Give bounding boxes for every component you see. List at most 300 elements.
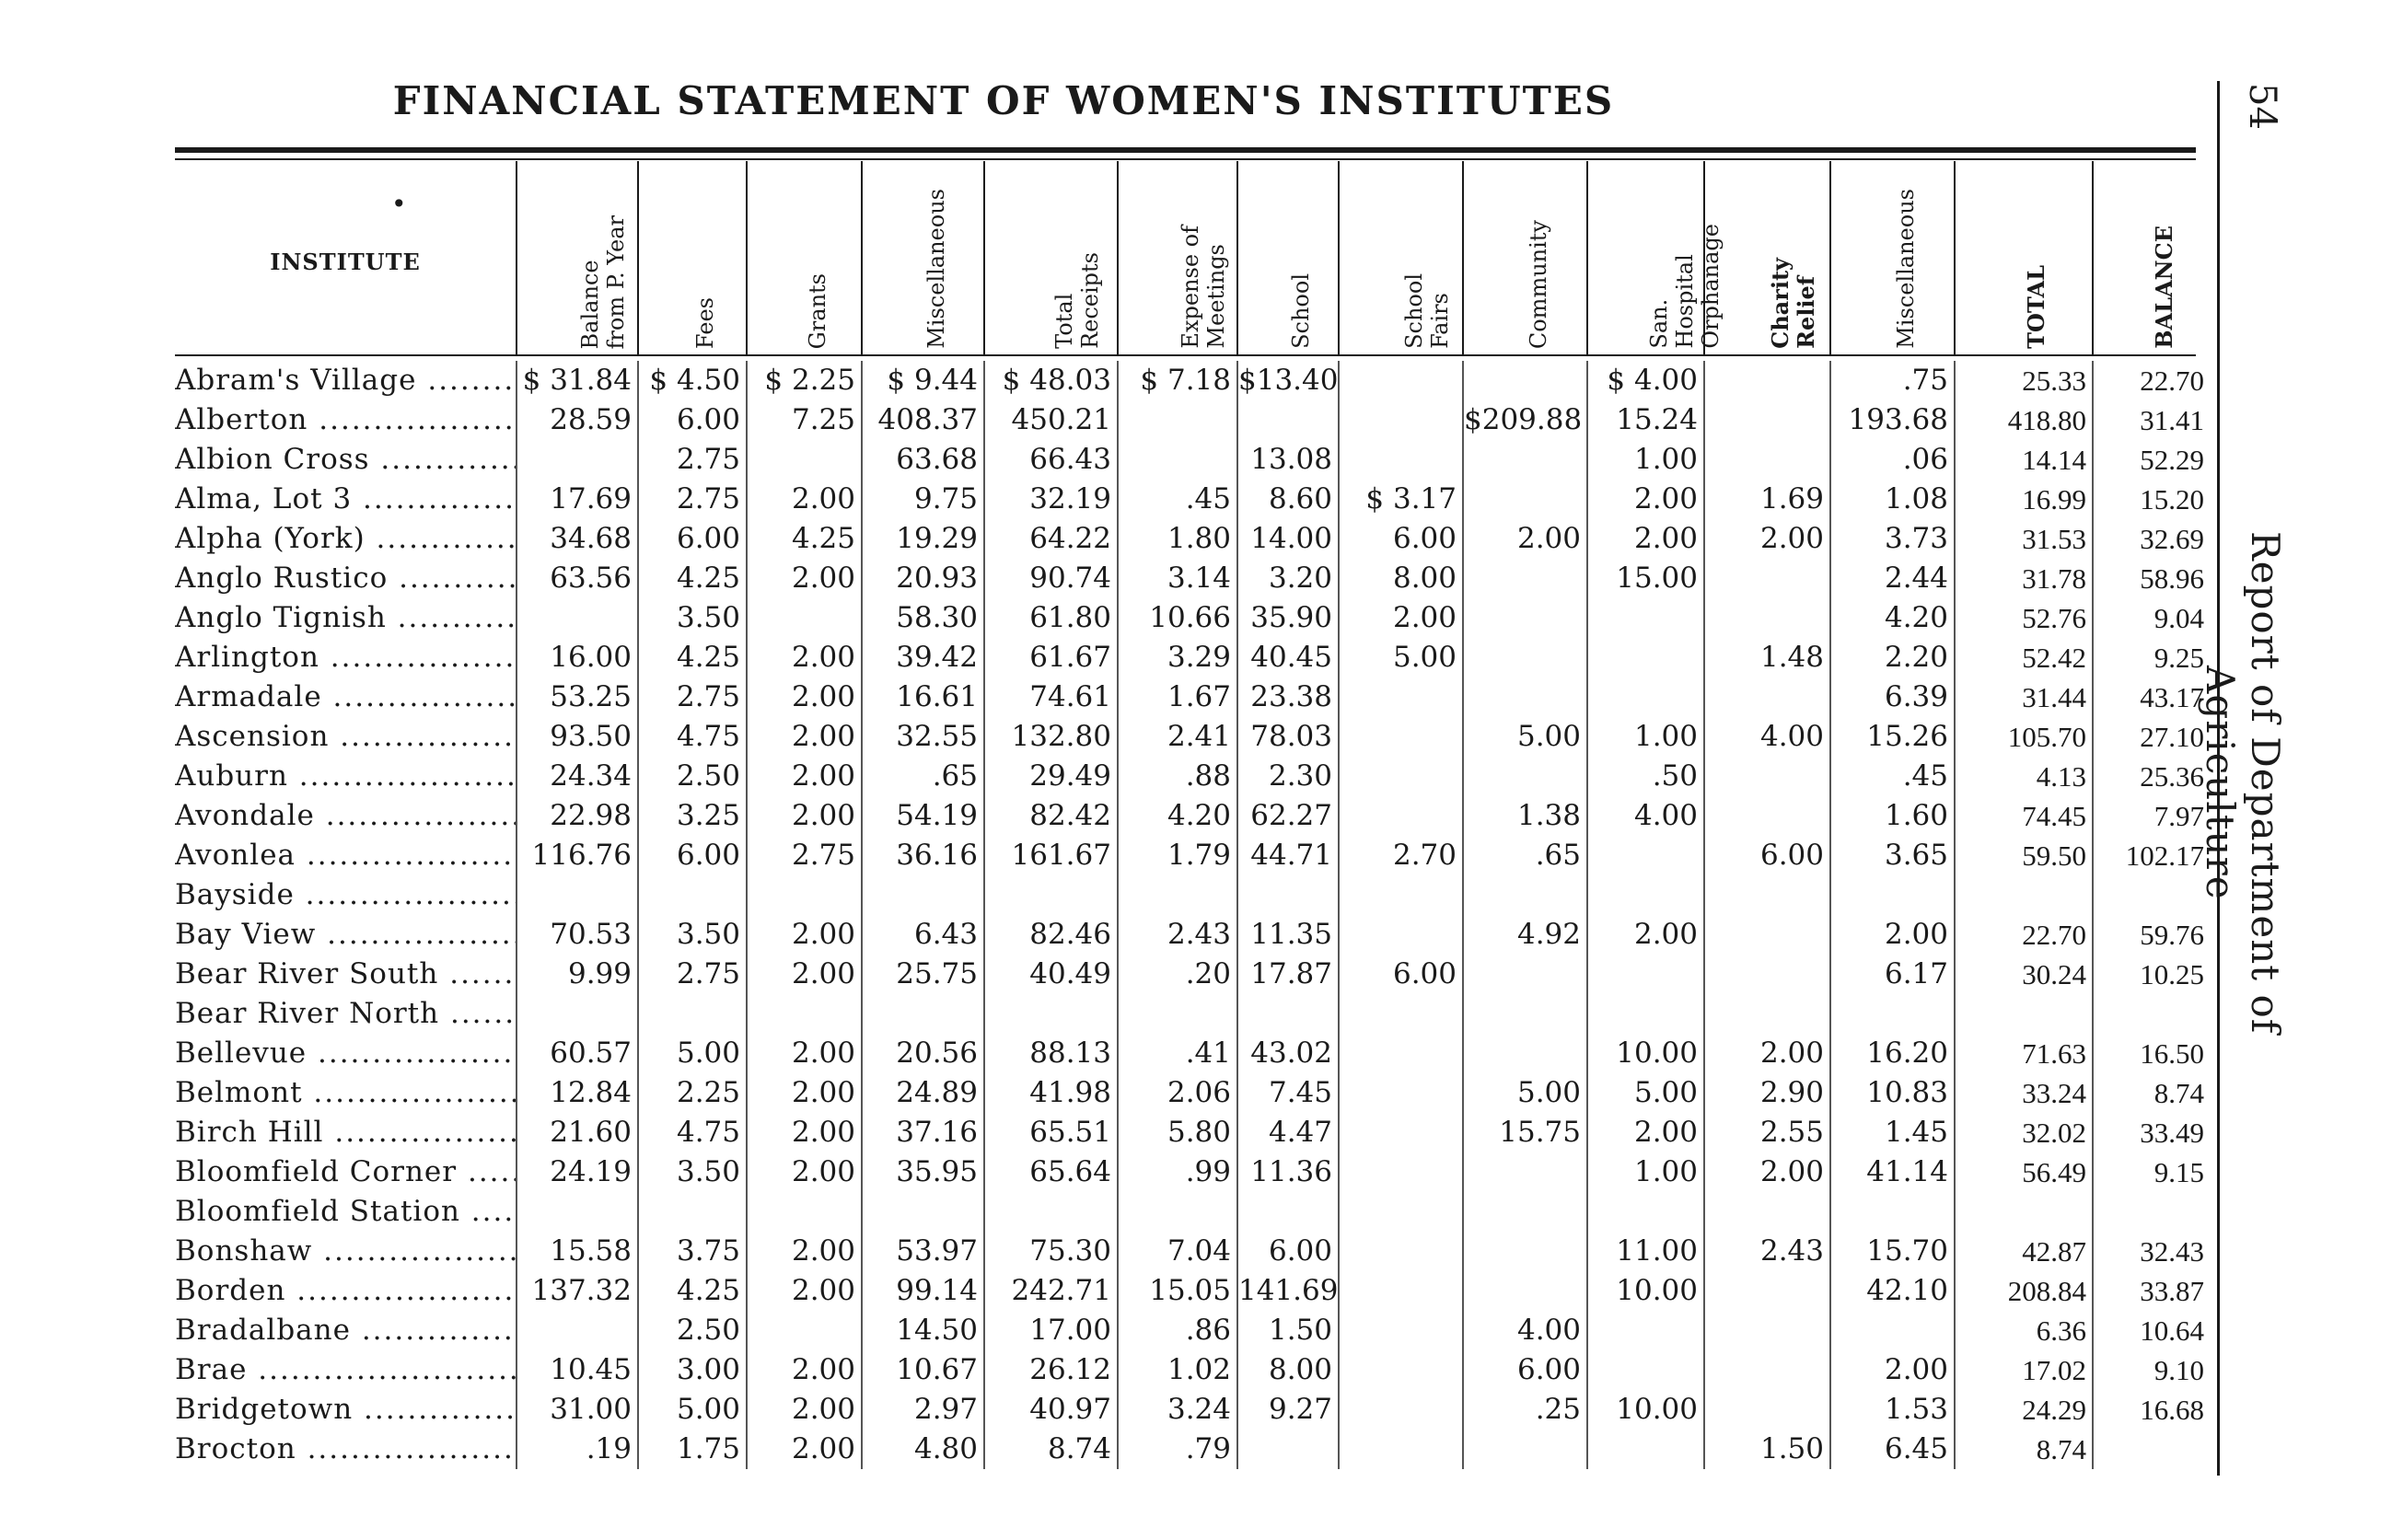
misc-expend-cell [1829,1311,1954,1350]
total-cell: 31.78 [1954,559,2092,598]
bullet-mark: • [391,189,407,219]
column-header-balance: BALANCE [2092,161,2210,354]
charity-relief-cell: 2.00 [1703,1152,1829,1192]
total-receipts-cell: 26.12 [983,1350,1117,1390]
misc-expend-cell: 41.14 [1829,1152,1954,1192]
san-hospital-cell [1586,836,1703,875]
grants-cell: 2.00 [746,757,861,796]
fees-cell [637,994,746,1034]
fees-cell: 4.25 [637,638,746,677]
header-rule-thin [175,158,2196,160]
grants-cell: 2.00 [746,1113,861,1152]
balance-cell [2092,1192,2210,1232]
balance-cell: 25.36 [2092,757,2210,796]
column-header-total-receipts: Total Receipts [983,161,1117,354]
balance-cell [2092,994,2210,1034]
balance-cell: 58.96 [2092,559,2210,598]
expense-meetings-cell [1117,994,1236,1034]
community-cell [1462,757,1586,796]
grants-cell: 2.00 [746,796,861,836]
fees-cell: 4.25 [637,559,746,598]
total-cell: 56.49 [1954,1152,2092,1192]
institute-name: Alpha (York) ..... [175,519,516,559]
expense-meetings-cell: 10.66 [1117,598,1236,638]
balance-prev-cell: 17.69 [516,480,637,519]
total-cell: 17.02 [1954,1350,2092,1390]
running-side-title: Report of Department of Agriculture [2198,530,2288,1035]
fees-cell: 6.00 [637,519,746,559]
balance-prev-cell: 63.56 [516,559,637,598]
fees-cell: 2.75 [637,955,746,994]
school-cell: 2.30 [1236,757,1338,796]
school-cell: 14.00 [1236,519,1338,559]
san-hospital-cell [1586,677,1703,717]
balance-cell: 9.04 [2092,598,2210,638]
total-receipts-cell [983,875,1117,915]
charity-relief-cell [1703,796,1829,836]
balance-cell: 31.41 [2092,400,2210,440]
school-fairs-cell [1338,1311,1462,1350]
school-fairs-cell [1338,1034,1462,1073]
grants-cell: 2.00 [746,1271,861,1311]
total-cell: 16.99 [1954,480,2092,519]
balance-prev-cell: 137.32 [516,1271,637,1311]
school-fairs-cell [1338,1390,1462,1430]
community-cell [1462,1271,1586,1311]
balance-prev-cell [516,994,637,1034]
school-fairs-cell: 6.00 [1338,955,1462,994]
balance-cell: 9.25 [2092,638,2210,677]
fees-cell: 6.00 [637,836,746,875]
grants-cell: 2.00 [746,1430,861,1469]
misc-receipts-cell [861,994,983,1034]
school-cell: 8.00 [1236,1350,1338,1390]
institute-name: Bay View ..... [175,915,516,955]
balance-cell: 102.17 [2092,836,2210,875]
total-receipts-cell: 450.21 [983,400,1117,440]
school-fairs-cell [1338,361,1462,400]
fees-cell: 1.75 [637,1430,746,1469]
san-hospital-cell: 2.00 [1586,1113,1703,1152]
misc-receipts-cell: 35.95 [861,1152,983,1192]
column-header-institute-label: INSTITUTE [270,249,421,275]
balance-prev-cell: .19 [516,1430,637,1469]
grants-cell: 2.00 [746,559,861,598]
balance-cell: 9.15 [2092,1152,2210,1192]
institute-name: Avonlea ..... [175,836,516,875]
grants-cell [746,875,861,915]
misc-receipts-cell: 32.55 [861,717,983,757]
school-fairs-cell [1338,717,1462,757]
fees-cell: 4.25 [637,1271,746,1311]
misc-expend-cell: 193.68 [1829,400,1954,440]
institute-name: Armadale ..... [175,677,516,717]
expense-meetings-cell: .41 [1117,1034,1236,1073]
san-hospital-cell [1586,994,1703,1034]
school-cell [1236,1192,1338,1232]
school-fairs-cell: 8.00 [1338,559,1462,598]
grants-cell [746,598,861,638]
page-title: FINANCIAL STATEMENT OF WOMEN'S INSTITUTES [392,78,1615,123]
institute-name: Avondale ..... [175,796,516,836]
expense-meetings-cell: 7.04 [1117,1232,1236,1271]
misc-expend-cell: 2.20 [1829,638,1954,677]
misc-expend-cell: 10.83 [1829,1073,1954,1113]
school-fairs-cell: 6.00 [1338,519,1462,559]
institute-name: Borden ..... [175,1271,516,1311]
misc-expend-cell: 1.08 [1829,480,1954,519]
community-cell: .25 [1462,1390,1586,1430]
fees-cell: 3.50 [637,598,746,638]
column-header-charity-relief: Charity Relief [1703,161,1829,354]
expense-meetings-cell [1117,400,1236,440]
column-header-community: Community [1462,161,1586,354]
total-receipts-cell: 61.80 [983,598,1117,638]
grants-cell: 2.00 [746,1152,861,1192]
fees-cell: 2.75 [637,480,746,519]
charity-relief-cell: 1.69 [1703,480,1829,519]
expense-meetings-cell: 2.43 [1117,915,1236,955]
expense-meetings-cell [1117,1192,1236,1232]
school-cell [1236,400,1338,440]
school-fairs-cell [1338,994,1462,1034]
misc-receipts-cell: 54.19 [861,796,983,836]
school-fairs-cell: 2.00 [1338,598,1462,638]
balance-cell: 32.69 [2092,519,2210,559]
school-cell: 3.20 [1236,559,1338,598]
total-cell: 71.63 [1954,1034,2092,1073]
san-hospital-cell: 10.00 [1586,1390,1703,1430]
misc-expend-cell: 16.20 [1829,1034,1954,1073]
charity-relief-cell: 1.50 [1703,1430,1829,1469]
total-receipts-cell: 242.71 [983,1271,1117,1311]
misc-receipts-cell: 25.75 [861,955,983,994]
balance-prev-cell: 60.57 [516,1034,637,1073]
misc-expend-cell: 3.73 [1829,519,1954,559]
balance-prev-cell: 93.50 [516,717,637,757]
charity-relief-cell: 2.00 [1703,519,1829,559]
grants-cell: 2.00 [746,915,861,955]
charity-relief-cell [1703,994,1829,1034]
total-receipts-cell: 75.30 [983,1232,1117,1271]
charity-relief-cell: 2.90 [1703,1073,1829,1113]
misc-receipts-cell: 99.14 [861,1271,983,1311]
school-cell: 62.27 [1236,796,1338,836]
institute-name: Bonshaw ..... [175,1232,516,1271]
expense-meetings-cell: .79 [1117,1430,1236,1469]
expense-meetings-cell: 3.24 [1117,1390,1236,1430]
expense-meetings-cell: 15.05 [1117,1271,1236,1311]
community-cell [1462,677,1586,717]
san-hospital-cell: 2.00 [1586,519,1703,559]
school-fairs-cell [1338,1271,1462,1311]
institute-name: Brae ..... [175,1350,516,1390]
san-hospital-cell: 4.00 [1586,796,1703,836]
balance-prev-cell: 28.59 [516,400,637,440]
community-cell [1462,559,1586,598]
misc-receipts-cell: .65 [861,757,983,796]
fees-cell: 5.00 [637,1034,746,1073]
expense-meetings-cell: $ 7.18 [1117,361,1236,400]
fees-cell: 2.50 [637,757,746,796]
institute-name: Birch Hill ..... [175,1113,516,1152]
san-hospital-cell: 10.00 [1586,1034,1703,1073]
institute-name: Belmont ..... [175,1073,516,1113]
school-fairs-cell [1338,440,1462,480]
total-receipts-cell: $ 48.03 [983,361,1117,400]
school-cell: 23.38 [1236,677,1338,717]
charity-relief-cell: 2.43 [1703,1232,1829,1271]
institute-name: Anglo Rustico ..... [175,559,516,598]
total-receipts-cell: 82.46 [983,915,1117,955]
fees-cell: 2.50 [637,1311,746,1350]
school-fairs-cell [1338,1430,1462,1469]
misc-receipts-cell: 39.42 [861,638,983,677]
expense-meetings-cell: 1.80 [1117,519,1236,559]
misc-receipts-cell: 20.56 [861,1034,983,1073]
misc-receipts-cell: 53.97 [861,1232,983,1271]
balance-prev-cell: $ 31.84 [516,361,637,400]
expense-meetings-cell: 5.80 [1117,1113,1236,1152]
misc-receipts-cell [861,875,983,915]
charity-relief-cell [1703,1390,1829,1430]
misc-receipts-cell: 9.75 [861,480,983,519]
school-fairs-cell [1338,1192,1462,1232]
misc-expend-cell: .45 [1829,757,1954,796]
grants-cell: 2.00 [746,677,861,717]
misc-receipts-cell: 19.29 [861,519,983,559]
fees-cell [637,875,746,915]
school-cell: 9.27 [1236,1390,1338,1430]
community-cell [1462,638,1586,677]
expense-meetings-cell: .45 [1117,480,1236,519]
expense-meetings-cell [1117,440,1236,480]
misc-expend-cell: 6.17 [1829,955,1954,994]
balance-cell: 16.50 [2092,1034,2210,1073]
misc-receipts-cell: 4.80 [861,1430,983,1469]
grants-cell: 2.75 [746,836,861,875]
misc-expend-cell: 15.70 [1829,1232,1954,1271]
community-cell [1462,1430,1586,1469]
school-cell: 35.90 [1236,598,1338,638]
balance-prev-cell: 24.19 [516,1152,637,1192]
institute-name: Bear River North ..... [175,994,516,1034]
san-hospital-cell [1586,1192,1703,1232]
balance-cell: 22.70 [2092,361,2210,400]
institute-name: Alma, Lot 3 ..... [175,480,516,519]
misc-expend-cell: .06 [1829,440,1954,480]
community-cell: 15.75 [1462,1113,1586,1152]
grants-cell: 7.25 [746,400,861,440]
column-header-misc-expend: Miscellaneous [1829,161,1954,354]
balance-prev-cell: 9.99 [516,955,637,994]
san-hospital-cell: 1.00 [1586,440,1703,480]
san-hospital-cell [1586,638,1703,677]
grants-cell [746,1192,861,1232]
misc-expend-cell: 3.65 [1829,836,1954,875]
total-receipts-cell: 88.13 [983,1034,1117,1073]
fees-cell: 3.75 [637,1232,746,1271]
school-fairs-cell [1338,796,1462,836]
fees-cell: 3.50 [637,915,746,955]
institute-name: Albion Cross ..... [175,440,516,480]
column-header-institute [175,161,516,354]
misc-expend-cell: 2.00 [1829,1350,1954,1390]
community-cell: 5.00 [1462,1073,1586,1113]
institute-name: Bradalbane ..... [175,1311,516,1350]
column-header-grants: Grants [746,161,861,354]
balance-cell: 16.68 [2092,1390,2210,1430]
expense-meetings-cell: 1.67 [1117,677,1236,717]
charity-relief-cell [1703,1192,1829,1232]
school-cell: 6.00 [1236,1232,1338,1271]
total-cell: 74.45 [1954,796,2092,836]
balance-prev-cell: 15.58 [516,1232,637,1271]
total-receipts-cell: 17.00 [983,1311,1117,1350]
san-hospital-cell: 15.00 [1586,559,1703,598]
balance-prev-cell [516,598,637,638]
total-cell: 59.50 [1954,836,2092,875]
san-hospital-cell: 10.00 [1586,1271,1703,1311]
balance-prev-cell: 31.00 [516,1390,637,1430]
fees-cell: 2.75 [637,440,746,480]
charity-relief-cell: 2.55 [1703,1113,1829,1152]
total-receipts-cell: 61.67 [983,638,1117,677]
balance-cell: 33.87 [2092,1271,2210,1311]
balance-cell [2092,875,2210,915]
misc-receipts-cell: 36.16 [861,836,983,875]
grants-cell: $ 2.25 [746,361,861,400]
total-cell: 42.87 [1954,1232,2092,1271]
fees-cell: 2.25 [637,1073,746,1113]
san-hospital-cell [1586,1311,1703,1350]
total-cell [1954,1192,2092,1232]
total-cell: 52.76 [1954,598,2092,638]
page-number: 54 [2241,83,2283,130]
school-fairs-cell [1338,1232,1462,1271]
total-receipts-cell: 66.43 [983,440,1117,480]
total-cell: 418.80 [1954,400,2092,440]
total-receipts-cell: 41.98 [983,1073,1117,1113]
expense-meetings-cell: 1.79 [1117,836,1236,875]
school-cell: 44.71 [1236,836,1338,875]
total-cell [1954,994,2092,1034]
misc-expend-cell: 1.60 [1829,796,1954,836]
balance-prev-cell: 116.76 [516,836,637,875]
fees-cell: $ 4.50 [637,361,746,400]
school-cell: 141.69 [1236,1271,1338,1311]
grants-cell: 2.00 [746,1350,861,1390]
school-fairs-cell [1338,1350,1462,1390]
san-hospital-cell: 1.00 [1586,717,1703,757]
school-fairs-cell: $ 3.17 [1338,480,1462,519]
misc-expend-cell: 4.20 [1829,598,1954,638]
balance-cell [2092,1430,2210,1469]
misc-receipts-cell [861,1192,983,1232]
total-receipts-cell: 8.74 [983,1430,1117,1469]
san-hospital-cell: 11.00 [1586,1232,1703,1271]
fees-cell: 2.75 [637,677,746,717]
header-rule-thick [175,147,2196,153]
school-fairs-cell [1338,677,1462,717]
school-cell: 4.47 [1236,1113,1338,1152]
charity-relief-cell [1703,757,1829,796]
school-cell: 1.50 [1236,1311,1338,1350]
total-cell: 24.29 [1954,1390,2092,1430]
fees-cell: 3.00 [637,1350,746,1390]
total-receipts-cell: 65.64 [983,1152,1117,1192]
misc-receipts-cell: $ 9.44 [861,361,983,400]
expense-meetings-cell: 2.06 [1117,1073,1236,1113]
balance-cell: 15.20 [2092,480,2210,519]
charity-relief-cell [1703,955,1829,994]
san-hospital-cell: 2.00 [1586,915,1703,955]
total-receipts-cell [983,994,1117,1034]
community-cell [1462,994,1586,1034]
column-header-san-hospital: San. Hospital Orphanage [1586,161,1703,354]
balance-prev-cell [516,440,637,480]
san-hospital-cell [1586,1350,1703,1390]
fees-cell: 5.00 [637,1390,746,1430]
school-fairs-cell: 2.70 [1338,836,1462,875]
misc-receipts-cell: 2.97 [861,1390,983,1430]
total-receipts-cell: 65.51 [983,1113,1117,1152]
misc-receipts-cell: 6.43 [861,915,983,955]
misc-expend-cell [1829,1192,1954,1232]
school-cell: 11.35 [1236,915,1338,955]
community-cell [1462,1152,1586,1192]
institute-name: Abram's Village ..... [175,361,516,400]
grants-cell: 4.25 [746,519,861,559]
institute-name: Anglo Tignish ..... [175,598,516,638]
grants-cell: 2.00 [746,1390,861,1430]
charity-relief-cell [1703,1311,1829,1350]
community-cell [1462,955,1586,994]
charity-relief-cell [1703,559,1829,598]
fees-cell: 3.25 [637,796,746,836]
community-cell [1462,598,1586,638]
community-cell [1462,1232,1586,1271]
institute-name: Arlington ..... [175,638,516,677]
school-fairs-cell [1338,1113,1462,1152]
charity-relief-cell [1703,361,1829,400]
misc-expend-cell: .75 [1829,361,1954,400]
balance-cell: 32.43 [2092,1232,2210,1271]
san-hospital-cell: 5.00 [1586,1073,1703,1113]
total-cell: 4.13 [1954,757,2092,796]
total-cell: 25.33 [1954,361,2092,400]
balance-prev-cell [516,875,637,915]
grants-cell: 2.00 [746,480,861,519]
misc-receipts-cell: 63.68 [861,440,983,480]
charity-relief-cell: 1.48 [1703,638,1829,677]
grants-cell: 2.00 [746,1034,861,1073]
balance-cell: 10.64 [2092,1311,2210,1350]
charity-relief-cell [1703,677,1829,717]
misc-expend-cell: 42.10 [1829,1271,1954,1311]
misc-receipts-cell: 408.37 [861,400,983,440]
total-cell: 6.36 [1954,1311,2092,1350]
grants-cell: 2.00 [746,638,861,677]
charity-relief-cell: 4.00 [1703,717,1829,757]
charity-relief-cell [1703,598,1829,638]
fees-cell: 3.50 [637,1152,746,1192]
expense-meetings-cell: .20 [1117,955,1236,994]
institute-name: Bellevue ..... [175,1034,516,1073]
grants-cell: 2.00 [746,717,861,757]
san-hospital-cell: 15.24 [1586,400,1703,440]
community-cell [1462,1034,1586,1073]
